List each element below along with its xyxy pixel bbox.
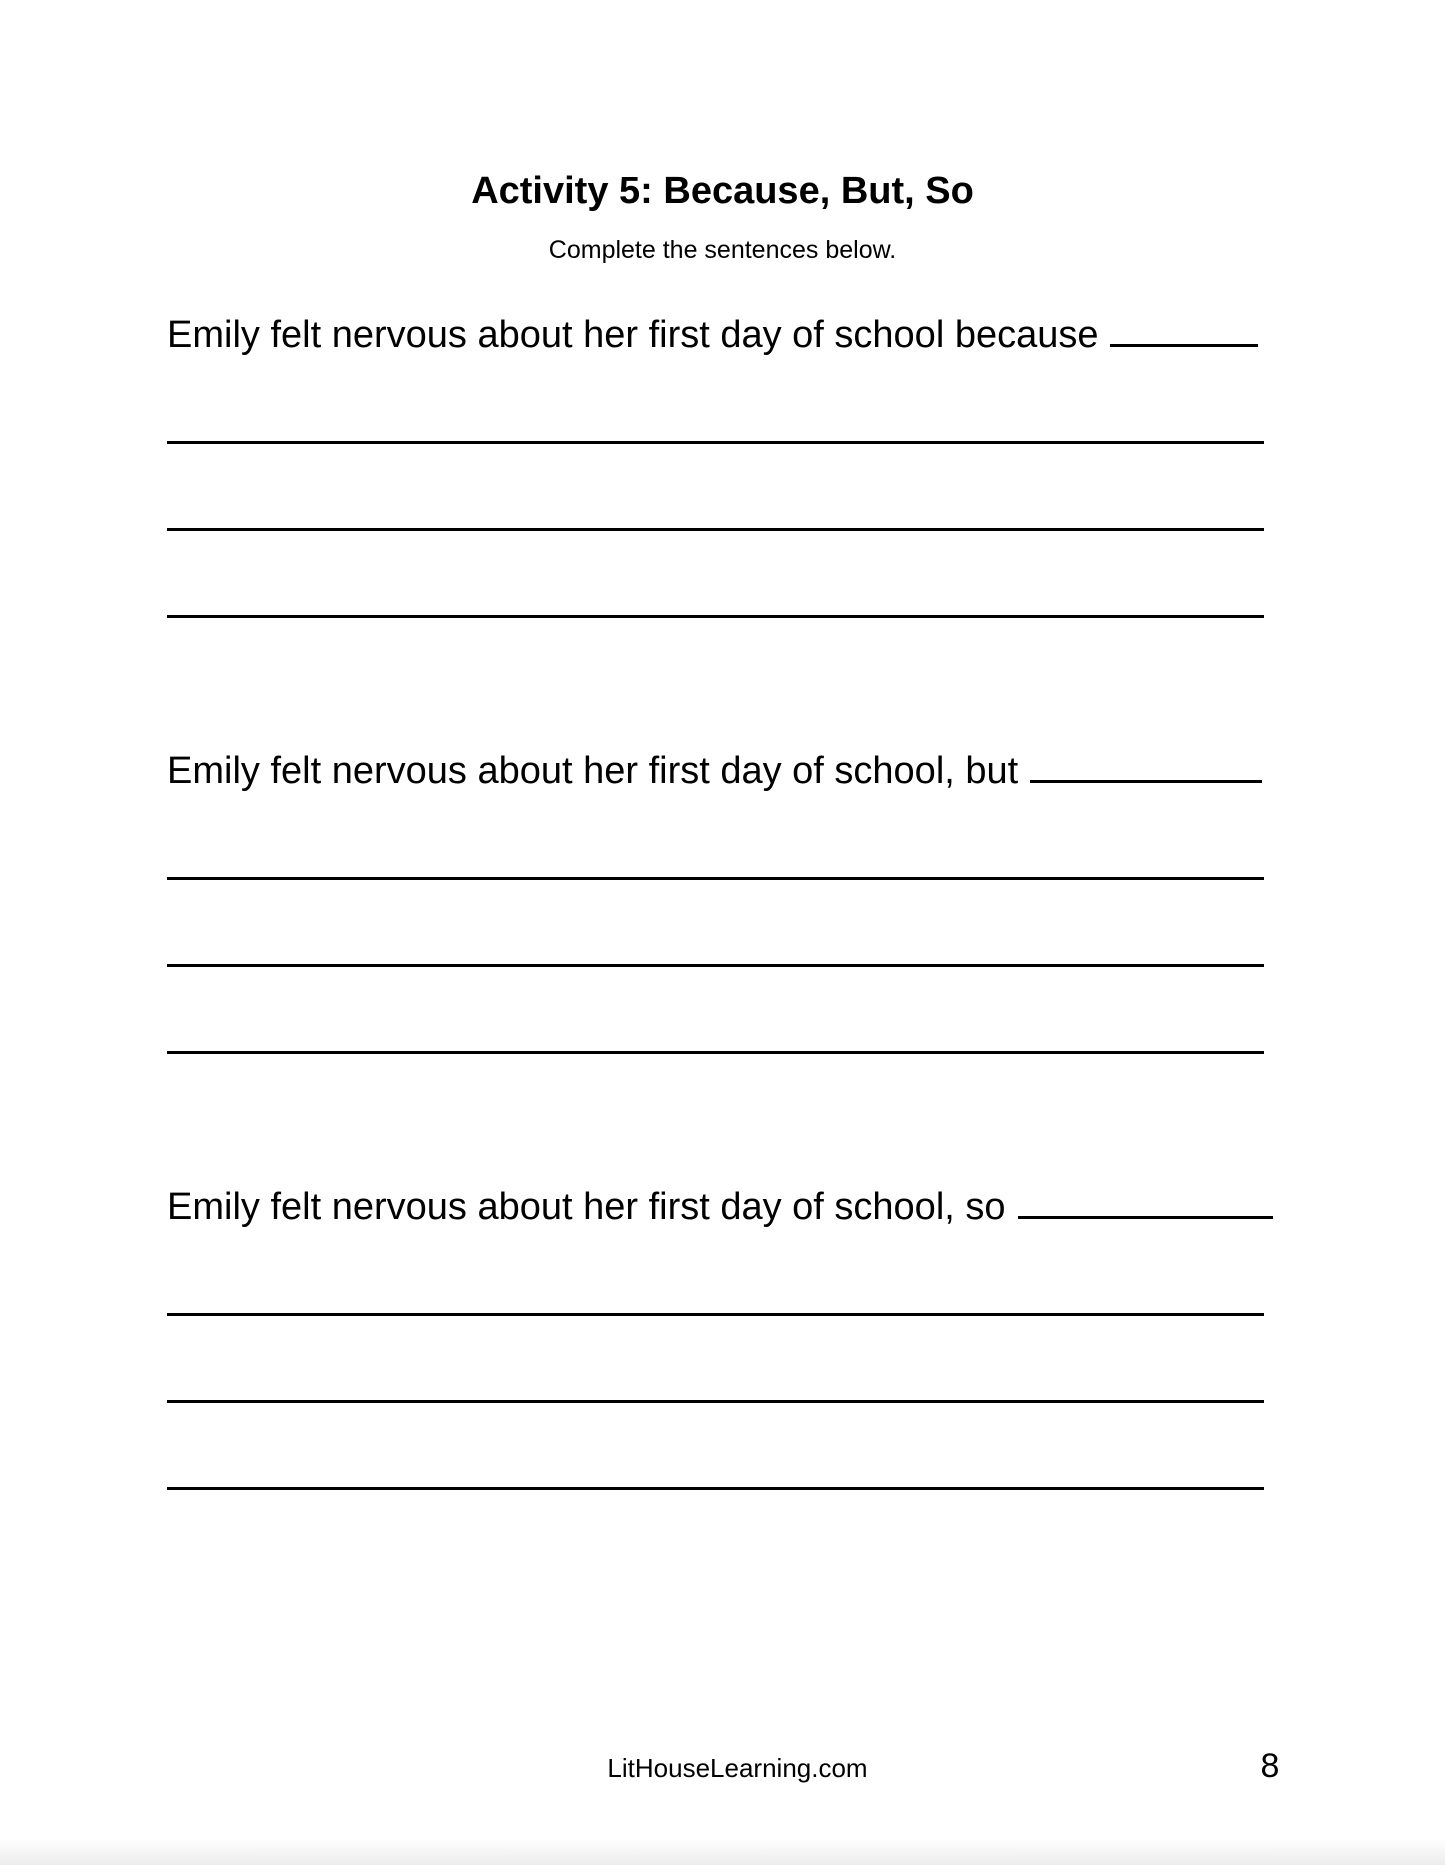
page-bottom-edge	[0, 1838, 1445, 1865]
prompt-so	[167, 1184, 1273, 1230]
instructions: Complete the sentences below.	[548, 236, 897, 264]
answer-line[interactable]	[167, 1487, 1264, 1490]
answer-line[interactable]	[167, 528, 1264, 531]
fill-in-blank[interactable]	[1110, 343, 1258, 347]
answer-line[interactable]	[167, 1400, 1264, 1403]
prompt-text: Emily felt nervous about her first day of school, but	[167, 750, 1019, 792]
answer-line[interactable]	[167, 615, 1264, 618]
answer-line[interactable]	[167, 1051, 1264, 1054]
answer-line[interactable]	[167, 1313, 1264, 1316]
prompt-text: Emily felt nervous about her first day of school, so	[167, 1186, 1006, 1228]
prompt-but	[167, 748, 1262, 794]
prompt-because	[167, 312, 1258, 358]
fill-in-blank[interactable]	[1030, 779, 1262, 783]
page-title: Activity 5: Because, But, So	[471, 170, 974, 212]
prompt-text: Emily felt nervous about her first day of school because	[167, 314, 1099, 356]
footer-website: LitHouseLearning.com	[607, 1753, 868, 1783]
page-number: 8	[1260, 1747, 1280, 1785]
fill-in-blank[interactable]	[1018, 1215, 1273, 1219]
answer-line[interactable]	[167, 964, 1264, 967]
answer-line[interactable]	[167, 877, 1264, 880]
answer-line[interactable]	[167, 441, 1264, 444]
